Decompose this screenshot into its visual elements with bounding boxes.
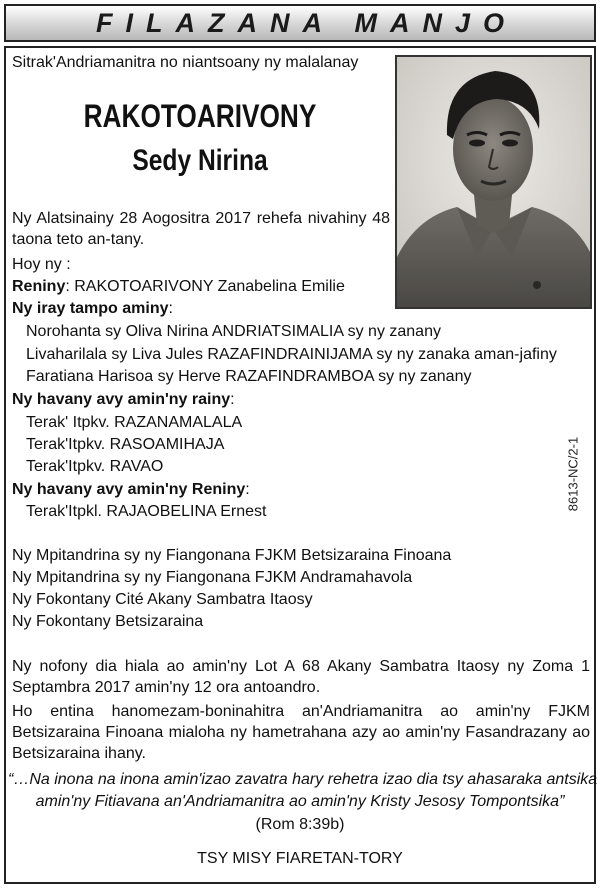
list-item: Livaharilala sy Liva Jules RAZAFINDRAINIJAMA sy ny zanaka aman-jafiny <box>26 346 557 363</box>
institution-line: Ny Mpitandrina sy ny Fiangonana FJKM Betsizaraina Finoana <box>12 547 452 564</box>
list-item: Terak'Itpkl. RAJAOBELINA Ernest <box>26 503 267 520</box>
institution-line: Ny Mpitandrina sy ny Fiangonana FJKM Andramahavola <box>12 569 413 586</box>
list-item: Faratiana Harisoa sy Herve RAZAFINDRAMBOA sy ny zanany <box>26 368 472 385</box>
list-item: Norohanta sy Oliva Nirina ANDRIATSIMALIA sy ny zanany <box>26 323 441 340</box>
havany-reniny-label: Ny havany avy amin'ny Reniny <box>12 481 246 498</box>
ad-reference-code: 8613-NC/2-1 <box>565 436 581 512</box>
list-item: Terak'Itpkv. RAVAO <box>26 458 164 475</box>
havany-rainy-label: Ny havany avy amin'ny rainy <box>12 391 231 408</box>
funeral-paragraph: Ny nofony dia hiala ao amin'ny Lot A 68 Akany Sambatra Itaosy ny Zoma 1 Septambra 2017 amin'ny 12 ora antoandro. <box>12 658 590 696</box>
notice-title: FILAZANA MANJO <box>96 7 517 38</box>
verse-reference: (Rom 8:39b) <box>255 816 345 833</box>
bible-verse: “…Na inona na inona amin'izao zavatra hary rehetra izao dia tsy ahasaraka antsika <box>8 771 598 788</box>
reniny-label: Reniny <box>12 278 66 295</box>
deceased-surname: RAKOTOARIVONY <box>83 98 317 134</box>
reniny-value: : RAKOTOARIVONY Zanabelina Emilie <box>65 278 345 295</box>
havany-reniny-heading: Ny havany avy amin'ny Reniny: <box>12 481 250 498</box>
institution-line: Ny Fokontany Betsizaraina <box>12 613 204 630</box>
bible-verse: amin'ny Fitiavana an'Andriamanitra ao amin'ny Kristy Jesosy Tompontsika” <box>35 793 565 810</box>
closing-line: TSY MISY FIARETAN-TORY <box>197 850 403 867</box>
deceased-portrait <box>395 55 592 309</box>
hoy-ny-label: Hoy ny : <box>12 256 71 273</box>
iray-tampo-label: Ny iray tampo aminy <box>12 300 169 317</box>
deceased-given-name: Sedy Nirina <box>132 144 268 177</box>
death-notice: Ny Alatsinainy 28 Aogositra 2017 rehefa nivahiny 48 taona teto an-tany. <box>12 210 390 248</box>
list-item: Terak'Itpkv. RASOAMIHAJA <box>26 436 225 453</box>
iray-tampo-heading: Ny iray tampo aminy: <box>12 300 173 317</box>
reniny-line <box>12 276 345 297</box>
intro-line: Sitrak'Andriamanitra no niantsoany ny malalanay <box>12 54 359 71</box>
havany-rainy-heading: Ny havany avy amin'ny rainy: <box>12 391 235 408</box>
funeral-paragraph: Ho entina hanomezam-boninahitra an'Andriamanitra ao amin'ny FJKM Betsizaraina Finoana mialoha ny hametrahana azy ao amin'ny Fasandrazany ao Betsizaraina ihany. <box>12 703 590 762</box>
institution-line: Ny Fokontany Cité Akany Sambatra Itaosy <box>12 591 313 608</box>
notice-header <box>4 4 596 42</box>
list-item: Terak' Itpkv. RAZANAMALALA <box>26 414 243 431</box>
